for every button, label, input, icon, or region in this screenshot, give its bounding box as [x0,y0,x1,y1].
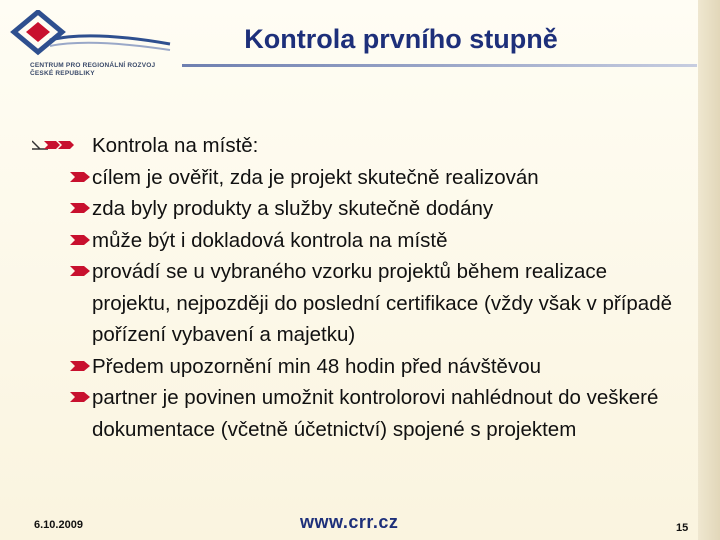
list-item-text: cílem je ověřit, zda je projekt skutečně realizován [92,165,539,189]
list-item-text: Kontrola na místě: [92,134,259,157]
list-item-text: provádí se u vybraného vzorku projektů během realizace projektu, nejpozději do poslední certifikace (vždy však v případě pořízení vybavení a majetku) [92,260,673,346]
list-item [30,162,690,194]
arrow-bullet-icon [70,360,92,372]
list-item-text: může být i dokladová kontrola na místě [92,228,448,252]
crr-logo-mark [10,10,180,60]
list-item [30,225,690,257]
arrow-bullet-icon [70,391,92,403]
page-number: 15 [676,522,689,534]
list-item-text: zda byly produkty a služby skutečně dodány [92,197,494,220]
footer-url[interactable]: www.crr.cz [300,512,399,532]
logo-line-1: CENTRUM PRO REGIONÁLNÍ ROZVOJ [30,62,156,69]
list-item [30,256,690,351]
slide-title: Kontrola prvního stupně [244,24,558,54]
list-item-text: partner je povinen umožnit kontrolorovi nahlédnout do veškeré dokumentace (včetně účetnictví) spojené s projektem [92,386,659,441]
arrow-bullet-icon [70,171,92,183]
list-item [30,351,690,383]
double-arrow-bullet-icon [32,139,84,151]
arrow-bullet-icon [70,202,92,214]
decorative-side-band [698,0,720,540]
arrow-bullet-icon [70,234,92,246]
list-item [30,193,690,225]
logo-line-2: ČESKÉ REPUBLIKY [30,70,95,77]
footer-date: 6.10.2009 [34,519,83,531]
list-heading-item [30,130,690,162]
list-item [30,382,690,445]
crr-logo [10,10,180,80]
title-underline [182,64,697,67]
bullet-list [30,130,690,445]
arrow-bullet-icon [70,265,92,277]
list-item-text: Předem upozornění min 48 hodin před návštěvou [92,354,542,378]
logo-caption [30,62,190,78]
